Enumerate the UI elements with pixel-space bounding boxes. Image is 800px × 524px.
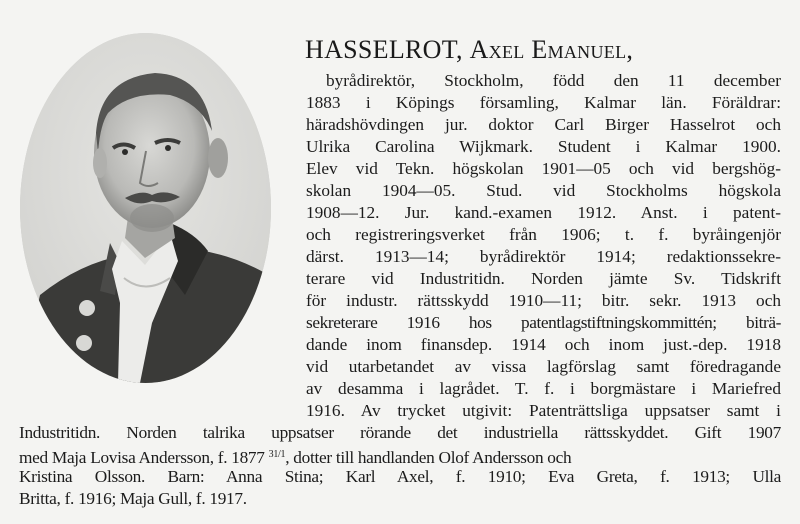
text-fragment: , dotter till handlanden Olof Andersson och [285,448,572,467]
text-line: terare vid Industritidn. Norden jämte Sv. Tidskrift [306,269,781,288]
portrait-photo [20,33,271,383]
text-line: Industritidn. Norden talrika uppsatser rörande det industriella rättsskyddet. Gift 1907 [19,423,781,442]
text-line: Kristina Olsson. Barn: Anna Stina; Karl Axel, f. 1910; Eva Greta, f. 1913; Ulla [19,467,781,486]
text-line: Britta, f. 1916; Maja Gull, f. 1917. [19,489,247,508]
text-line: och registreringsverket från 1906; t. f. byråingenjör [306,225,781,244]
text-line: Elev vid Tekn. högskolan 1901—05 och vid bergshög- [306,159,781,178]
text-fragment: med Maja Lovisa Andersson, f. 1877 [19,448,265,467]
date-fraction: 31/1 [268,449,286,460]
text-line: skolan 1904—05. Stud. vid Stockholms högskola [306,181,781,200]
text-line: 1883 i Köpings församling, Kalmar län. Föräldrar: [306,93,781,112]
entry-heading [305,35,633,65]
entry-given-names: Axel Emanuel, [469,35,634,64]
text-line: 1908—12. Jur. kand.-examen 1912. Anst. i patent- [306,203,781,222]
text-line: för industr. rättsskydd 1910—11; bitr. sekr. 1913 och [306,291,781,310]
text-line: byrådirektör, Stockholm, född den 11 december [326,71,781,90]
text-line: 1916. Av trycket utgivit: Patenträttsliga uppsatser samt i [306,401,781,420]
portrait-illustration [20,33,271,383]
text-line: häradshövdingen jur. doktor Carl Birger Hasselrot och [306,115,781,134]
text-line: sekreterare 1916 hos patentlagstiftningskommittén; biträ- [306,313,781,332]
text-line: därst. 1913—14; byrådirektör 1914; redaktionssekre- [306,247,781,266]
text-line: dande inom finansdep. 1914 och inom just.-dep. 1918 [306,335,781,354]
text-line: Ulrika Carolina Wijkmark. Student i Kalmar 1900. [306,137,781,156]
text-line: vid utarbetandet av vissa lagförslag samt föredragande [306,357,781,376]
entry-surname: HASSELROT, [305,35,463,64]
text-line: av desamma i lagrådet. T. f. i borgmästare i Mariefred [306,379,781,398]
